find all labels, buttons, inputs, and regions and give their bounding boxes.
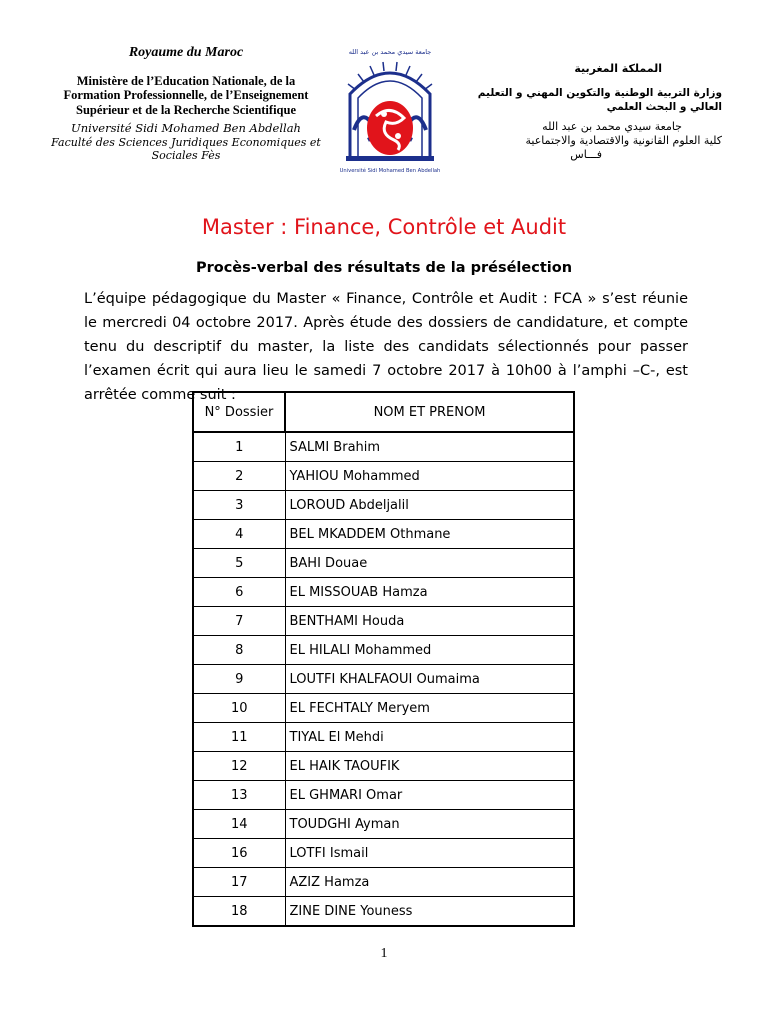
candidate-name: EL FECHTALY Meryem [285,694,574,723]
kingdom-name-arabic: المملكة المغربية [574,62,662,75]
ministry-line-2: Formation Professionnelle, de l’Enseignement [63,88,309,102]
table-row [193,607,574,636]
table-row [193,868,574,897]
dossier-number: 8 [193,636,285,665]
candidate-name: ZINE DINE Youness [285,897,574,927]
candidate-name: EL HAIK TAOUFIK [285,752,574,781]
university-name: Université Sidi Mohamed Ben Abdellah [71,121,301,135]
table-row [193,578,574,607]
header-dossier: N° Dossier [193,392,285,432]
candidate-name: BAHI Douae [285,549,574,578]
candidate-name: AZIZ Hamza [285,868,574,897]
dossier-number: 1 [193,432,285,462]
page-number: 1 [380,946,388,961]
dossier-number: 11 [193,723,285,752]
dossier-number: 6 [193,578,285,607]
faculty-name: Faculté des Sciences Juridiques Economiques et Sociales Fès [51,135,321,162]
candidate-name: TIYAL El Mehdi [285,723,574,752]
dossier-number: 18 [193,897,285,927]
candidate-name: EL GHMARI Omar [285,781,574,810]
candidate-name: SALMI Brahim [285,432,574,462]
dossier-number: 9 [193,665,285,694]
candidate-name: YAHIOU Mohammed [285,462,574,491]
page-subtitle: Procès-verbal des résultats de la présélection [195,260,573,276]
candidate-name: EL MISSOUAB Hamza [285,578,574,607]
dossier-number: 5 [193,549,285,578]
dossier-number: 4 [193,520,285,549]
dossier-number: 14 [193,810,285,839]
table-row [193,839,574,868]
logo-bottom-text: Université Sidi Mohamed Ben Abdellah [339,168,441,174]
table-row [193,897,574,927]
table-row [193,462,574,491]
dossier-number: 16 [193,839,285,868]
dossier-number: 7 [193,607,285,636]
logo-top-text: جامعة سيدي محمد بن عبد الله [348,48,432,56]
intro-paragraph: L’équipe pédagogique du Master « Finance, Contrôle et Audit : FCA » s’est réunie le mercredi 04 octobre 2017. Après étude des dossiers de candidature, et compte tenu du descriptif du master, la liste des candidats sélectionnés pour passer l’examen écrit qui aura lieu le samedi 7 octobre 2017 à 10h00 à l’amphi –C-, est arrêtée comme suit : [84,291,688,403]
table-row [193,520,574,549]
ministry-name-arabic: وزارة التربية الوطنية والتكوين المهني و التعليم العالي و البحث العلمي [477,87,722,113]
candidate-name: EL HILALI Mohammed [285,636,574,665]
dossier-number: 13 [193,781,285,810]
header-right-block [452,62,722,162]
dossier-number: 10 [193,694,285,723]
table-row [193,432,574,462]
city-name-arabic: فـــاس [570,148,602,161]
ministry-line-3: Supérieur et de la Recherche Scientifique [76,102,296,117]
faculty-name-arabic: كلية العلوم القانونية والاقتصادية والاجتماعية [525,134,722,147]
candidate-name: LOUTFI KHALFAOUI Oumaima [285,665,574,694]
ministry-line-1: Ministère de l’Education Nationale, de la [76,73,296,88]
candidate-name: BEL MKADDEM Othmane [285,520,574,549]
table-row [193,752,574,781]
candidate-name: BENTHAMI Houda [285,607,574,636]
header-left-block [36,46,336,162]
table-row [193,781,574,810]
table-row [193,665,574,694]
table-row [193,694,574,723]
university-name-arabic: جامعة سيدي محمد بن عبد الله [542,120,682,133]
header-name: NOM ET PRENOM [285,392,574,432]
candidate-name: TOUDGHI Ayman [285,810,574,839]
university-logo [332,44,448,180]
dossier-number: 17 [193,868,285,897]
table-header-row [193,392,574,432]
candidates-table [192,391,575,927]
candidate-name: LOTFI Ismail [285,839,574,868]
page-title: Master : Finance, Contrôle et Audit [201,215,567,239]
dossier-number: 12 [193,752,285,781]
dossier-number: 2 [193,462,285,491]
table-row [193,491,574,520]
kingdom-name: Royaume du Maroc [128,45,244,60]
table-row [193,723,574,752]
table-row [193,549,574,578]
table-row [193,810,574,839]
dossier-number: 3 [193,491,285,520]
table-row [193,636,574,665]
candidate-name: LOROUD Abdeljalil [285,491,574,520]
